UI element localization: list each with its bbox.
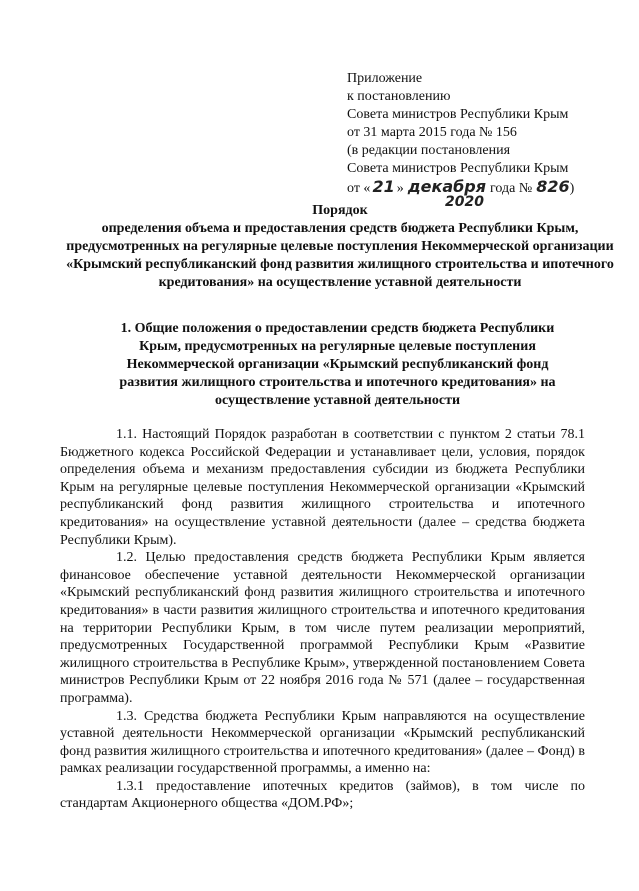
amendment-close: ) [569, 181, 575, 196]
title-text: определения объема и предоставления средств бюджета Республики Крым, предусмотренных на регулярные целевые поступления Некоммерческой организации «Крымский республиканский фонд развития жилищного строительства и ипотечного кредитования» на осуществление уставной деятельности [66, 221, 614, 290]
handwritten-month: декабря [407, 177, 487, 196]
amendment-prefix: от « [347, 181, 371, 196]
handwritten-number: 826 [536, 177, 570, 196]
appendix-line: Совета министров Республики Крым [347, 107, 569, 122]
amendment-line [347, 177, 575, 210]
appendix-line: Совета министров Республики Крым [347, 161, 569, 176]
paragraph-1-3-1: 1.3.1 предоставление ипотечных кредитов (займов), в том числе по стандартам Акционерного общества «ДОМ.РФ»; [60, 778, 585, 812]
title-heading: Порядок [312, 203, 368, 218]
document-title [60, 202, 620, 292]
handwritten-year: 2020 [445, 194, 484, 210]
section-heading: 1. Общие положения о предоставлении средств бюджета Республики Крым, предусмотренных на регулярные целевые поступления Некоммерческой организации «Крымский республиканский фонд развития жилищного строительства и ипотечного кредитования» на осуществление уставной деятельности [119, 321, 556, 408]
appendix-line: от 31 марта 2015 года № 156 [347, 125, 517, 140]
paragraph-1-1: 1.1. Настоящий Порядок разработан в соответствии с пунктом 2 статьи 78.1 Бюджетного кодекса Российской Федерации и устанавливает цели, условия, порядок определения объема и механизм предоставления субсидии из бюджета Республики Крым на регулярные целевые поступления Некоммерческой организации «Крымский республиканский фонд развития жилищного строительства и ипотечного кредитования» на осуществление уставной деятельности (далее – средства бюджета Республики Крым). [60, 427, 585, 548]
amendment-year-label: года № [490, 181, 533, 196]
appendix-line: к постановлению [347, 89, 451, 104]
amendment-mid: » [396, 181, 404, 196]
handwritten-day: 21 [372, 177, 395, 196]
appendix-block [347, 70, 575, 210]
document-body [60, 426, 585, 813]
paragraph-1-2: 1.2. Целью предоставления средств бюджета Республики Крым является финансовое обеспечение уставной деятельности Некоммерческой организации «Крымский республиканский фонд развития жилищного строительства и ипотечного кредитования» в части развития жилищного строительства и ипотечного кредитования на территории Республики Крым, в том числе путем реализации мероприятий, предусмотренных Государственной программой Республики Крым «Развитие жилищного строительства в Республике Крым», утвержденной постановлением Совета министров Республики Крым от 22 ноября 2016 года № 571 (далее – государственная программа). [60, 550, 585, 706]
appendix-line: (в редакции постановления [347, 143, 511, 158]
paragraph-1-3: 1.3. Средства бюджета Республики Крым направляются на осуществление уставной деятельности Некоммерческой организации «Крымский республиканский фонд развития жилищного строительства и ипотечного кредитования» (далее – Фонд) в рамках реализации государственной программы, а именно на: [60, 708, 585, 777]
appendix-line: Приложение [347, 71, 423, 86]
